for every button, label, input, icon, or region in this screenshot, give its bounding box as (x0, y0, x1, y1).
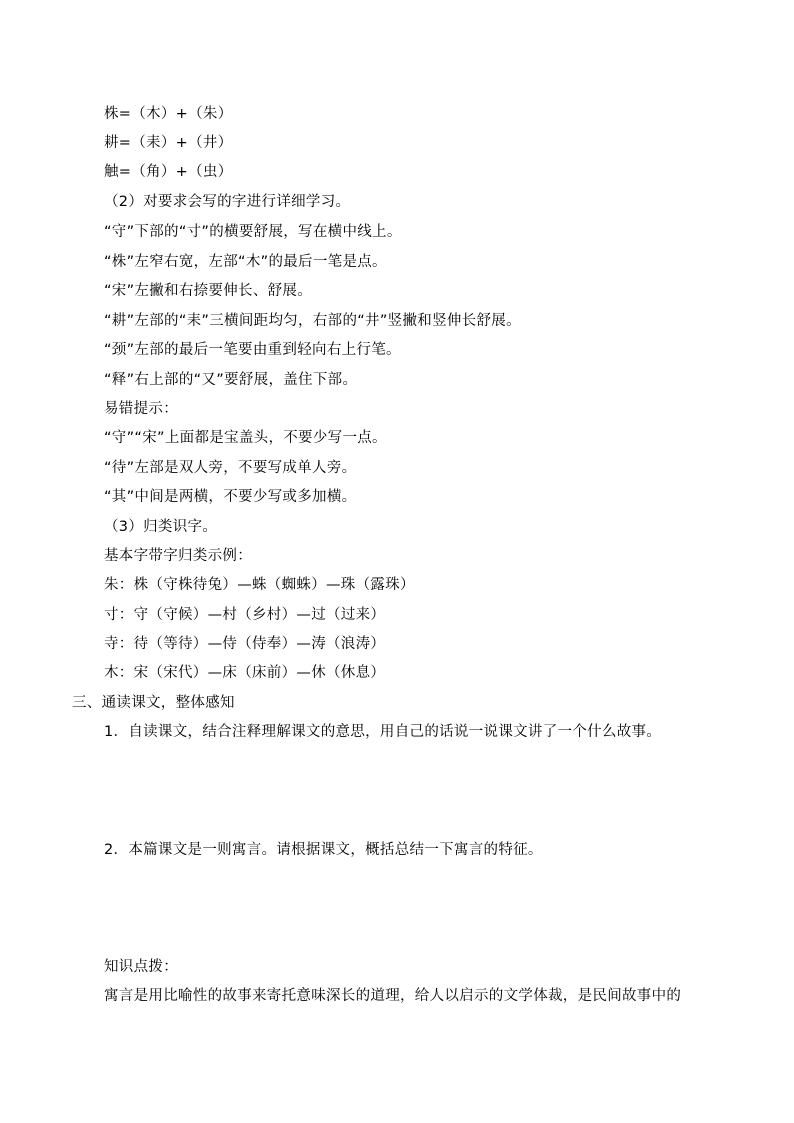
grouping-example-si: 寺：待（等待）—侍（侍奉）—涛（浪涛） (104, 636, 386, 652)
error-hint-2: “待”左部是双人旁，不要写成单人旁。 (104, 460, 357, 476)
error-hint-heading: 易错提示： (104, 401, 178, 417)
error-hint-3: “其”中间是两横，不要少写或多加横。 (104, 489, 357, 505)
writing-tip-shou: “守”下部的“寸”的横要舒展，写在横中线上。 (104, 224, 402, 240)
knowledge-tip-heading: 知识点拨： (104, 959, 178, 975)
question-2: 2．本篇课文是一则寓言。请根据课文，概括总结一下寓言的特征。 (104, 842, 543, 858)
step-3-heading: （3）归类识字。 (104, 519, 218, 535)
question-1: 1．自读课文，结合注释理解课文的意思，用自己的话说一说课文讲了一个什么故事。 (104, 724, 662, 740)
char-breakdown-chu: 触=（角）+（虫） (104, 164, 233, 180)
grouping-example-cun: 寸：守（守候）—村（乡村）—过（过来） (104, 607, 386, 623)
writing-tip-song: “宋”左撇和右捺要伸长、舒展。 (104, 283, 313, 299)
grouping-example-zhu: 朱：株（守株待兔）—蛛（蜘蛛）—珠（露珠） (104, 577, 415, 593)
section-3-title: 三、通读课文，整体感知 (72, 695, 235, 711)
knowledge-tip-text: 寓言是用比喻性的故事来寄托意味深长的道理，给人以启示的文学体裁，是民间故事中的 (104, 988, 682, 1004)
grouping-example-heading: 基本字带字归类示例： (104, 548, 252, 564)
char-breakdown-zhu: 株=（木）+（朱） (104, 106, 233, 122)
error-hint-1: “守”“宋”上面都是宝盖头，不要少写一点。 (104, 430, 387, 446)
step-2-heading: （2）对要求会写的字进行详细学习。 (104, 194, 351, 210)
char-breakdown-geng: 耕=（耒）+（井） (104, 135, 233, 151)
writing-tip-zhu: “株”左窄右宽，左部“木”的最后一笔是点。 (104, 254, 387, 270)
writing-tip-jing: “颈”左部的最后一笔要由重到轻向右上行笔。 (104, 342, 401, 358)
writing-tip-shi: “释”右上部的“又”要舒展，盖住下部。 (104, 372, 358, 388)
writing-tip-geng: “耕”左部的“耒”三横间距均匀，右部的“井”竖撇和竖伸长舒展。 (104, 313, 521, 329)
grouping-example-mu: 木：宋（宋代）—床（床前）—休（休息） (104, 665, 386, 681)
